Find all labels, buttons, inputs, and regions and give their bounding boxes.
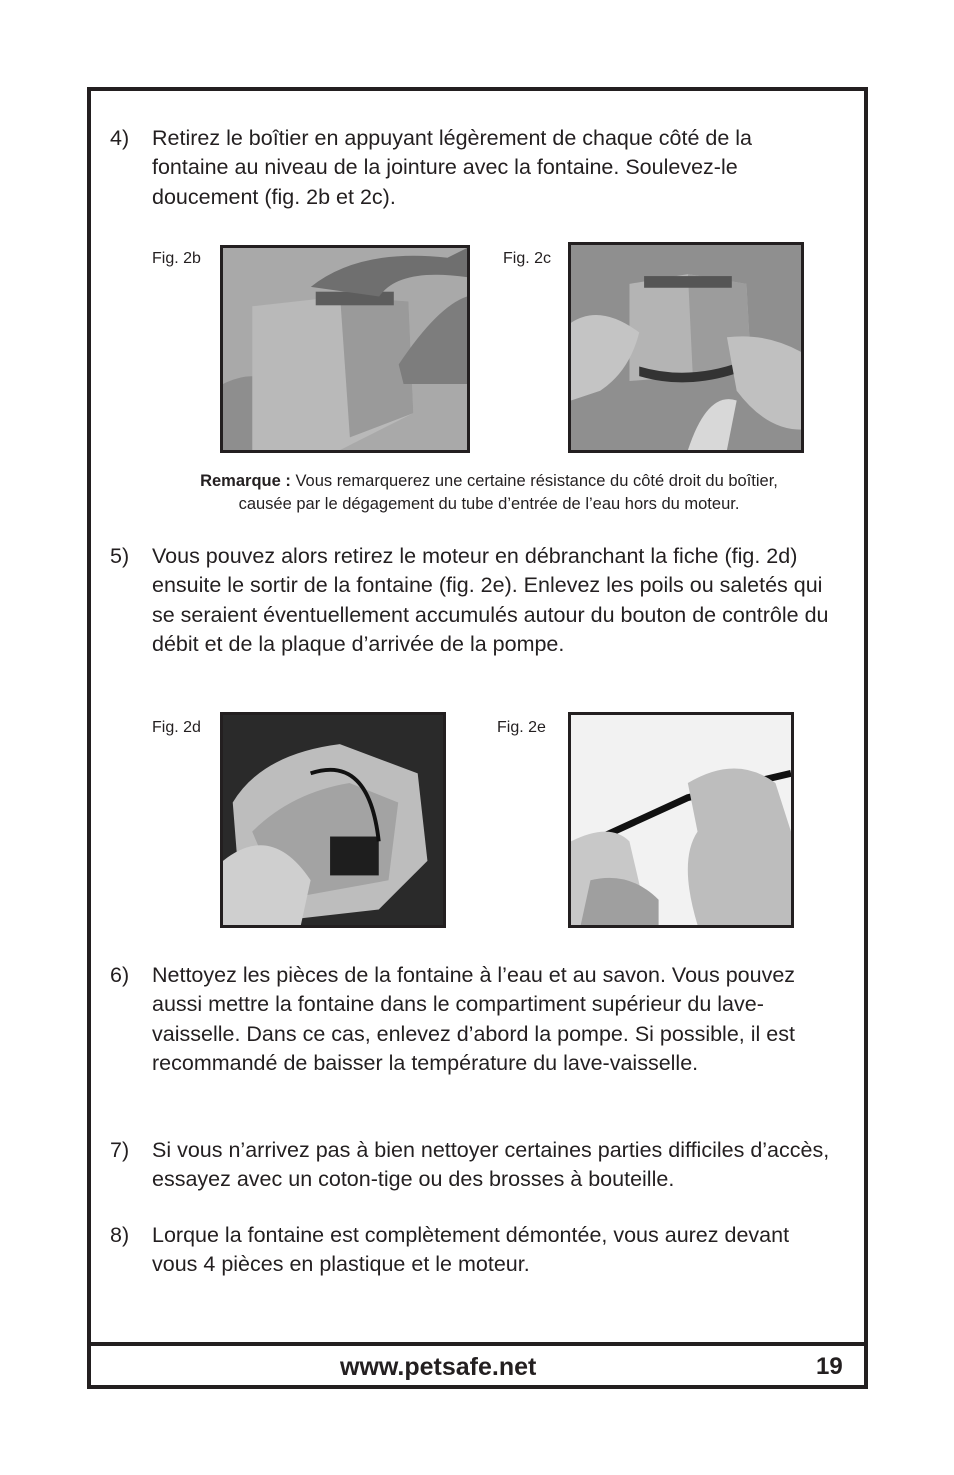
step-number: 5) [110, 544, 130, 568]
figure-label-2c: Fig. 2c [503, 250, 552, 267]
remark-label: Remarque : [200, 472, 291, 490]
figure-2c-photo [568, 242, 804, 453]
step-text: Si vous n’arrivez pas à bien nettoyer certaines parties difficiles d’accès, essayez avec un coton-tige ou des brosses à bouteille. [152, 1138, 830, 1192]
figure-2e-photo [568, 712, 794, 928]
figure-label-2e: Fig. 2e [497, 719, 546, 736]
remark-text-1: Vous remarquerez une certaine résistance du côté droit du boîtier, [290, 472, 778, 490]
remark-line-2: causée par le dégagement du tube d’entrée de l’eau hors du moteur. [238, 495, 740, 513]
figure-2d-photo [220, 712, 446, 928]
step-text: Nettoyez les pièces de la fontaine à l’eau et au savon. Vous pouvez aussi mettre la fontaine dans le compartiment supérieur du lave-vaisselle. Dans ce cas, enlevez d’abord la pompe. Si possible, il est recommandé de baisser la température du lave-vaisselle. [152, 963, 796, 1075]
step-number: 8) [110, 1223, 130, 1247]
footer-divider [87, 1342, 868, 1346]
remark-line-1 [129, 470, 849, 493]
step-number: 7) [110, 1138, 130, 1162]
step-text: Retirez le boîtier en appuyant légèrement de chaque côté de la fontaine au niveau de la jointure avec la fontaine. Soulevez-le doucement (fig. 2b et 2c). [152, 126, 753, 209]
step-text: Lorque la fontaine est complètement démontée, vous aurez devant vous 4 pièces en plastique et le moteur. [152, 1223, 790, 1277]
figure-2b-photo [220, 245, 470, 453]
step-text: Vous pouvez alors retirez le moteur en débranchant la fiche (fig. 2d) ensuite le sortir de la fontaine (fig. 2e). Enlevez les poils ou saletés qui se seraient éventuellement accumulés autour du bouton de contrôle du débit et de la plaque d’arrivée de la pompe. [152, 544, 829, 656]
figure-label-2d: Fig. 2d [152, 719, 201, 736]
website-link[interactable]: www.petsafe.net [340, 1353, 537, 1381]
step-number: 6) [110, 963, 130, 987]
figure-label-2b: Fig. 2b [152, 250, 201, 267]
remark-note [129, 470, 849, 516]
page-number: 19 [816, 1353, 843, 1380]
step-number: 4) [110, 126, 130, 150]
